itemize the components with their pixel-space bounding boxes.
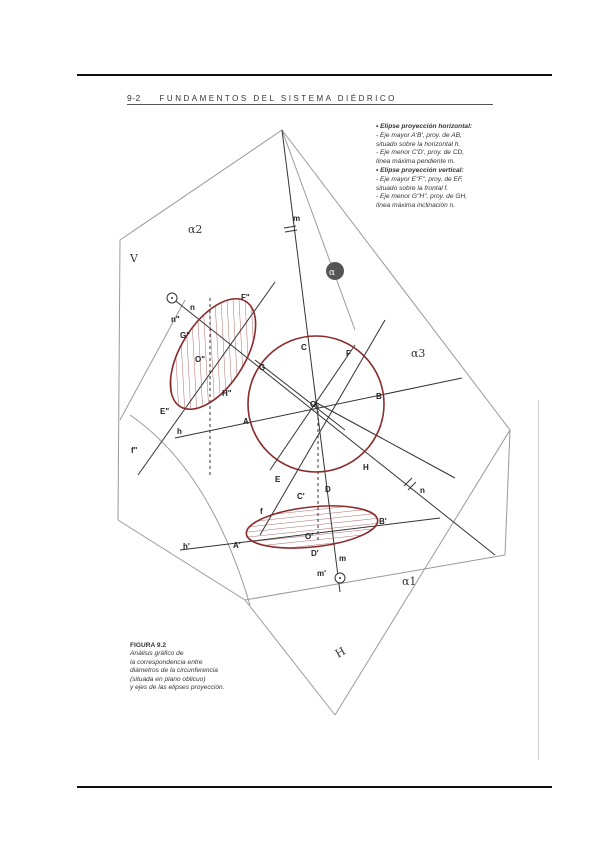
bottom-rule bbox=[77, 786, 552, 788]
label-h: h bbox=[177, 427, 182, 436]
tick-marks bbox=[284, 226, 416, 490]
caption-line: y ejes de las elipses proyección. bbox=[130, 684, 225, 692]
label-F: F bbox=[346, 349, 351, 358]
label-D: D bbox=[325, 485, 331, 494]
label-H2: H" bbox=[222, 389, 232, 398]
marker-dot bbox=[339, 577, 341, 579]
label-alpha3: α3 bbox=[411, 347, 426, 360]
ellipse-vertical-projection bbox=[153, 284, 273, 423]
label-n2: n" bbox=[171, 315, 180, 324]
diameter-gh bbox=[255, 360, 345, 430]
label-n-top: n bbox=[190, 303, 195, 312]
caption-line: Análisis gráfico de bbox=[130, 650, 184, 658]
figure-caption bbox=[130, 642, 280, 692]
label-h1: h' bbox=[183, 542, 190, 551]
note-line: • Elipse proyección horizontal: bbox=[376, 123, 473, 130]
page-number: 9-2 bbox=[127, 93, 141, 103]
marker-dot bbox=[171, 297, 173, 299]
label-C1: C' bbox=[297, 492, 305, 501]
caption-title: FIGURA 9.2 bbox=[130, 642, 167, 649]
note-line: - Eje menor G"H", proy. de GH, bbox=[376, 193, 468, 201]
line-to-n bbox=[315, 402, 455, 478]
label-H-plane: H bbox=[333, 644, 348, 661]
plane-left-edge bbox=[118, 240, 120, 520]
caption-line: (situada en plano oblicuo) bbox=[130, 675, 206, 683]
label-D1: D' bbox=[311, 549, 319, 558]
label-n-right: n bbox=[420, 486, 425, 495]
label-O2: O" bbox=[195, 355, 206, 364]
label-E: E bbox=[275, 475, 281, 484]
note-line: - Eje menor C'D', proy. de CD, bbox=[376, 149, 465, 157]
label-alpha2: α2 bbox=[188, 223, 203, 236]
label-H-point: H bbox=[363, 463, 369, 472]
note-line: situado sobre la frontal f. bbox=[376, 184, 449, 192]
label-E2: E" bbox=[160, 407, 170, 416]
note-line: situado sobre la horizontal h. bbox=[376, 140, 461, 148]
alpha-badge-label: α bbox=[329, 268, 336, 278]
plane-curve-left bbox=[130, 415, 250, 605]
tick-mark bbox=[404, 478, 412, 486]
label-B1: B' bbox=[379, 517, 387, 526]
note-line: línea máxima inclinación n. bbox=[376, 202, 456, 210]
note-line: • Elipse proyección vertical: bbox=[376, 166, 464, 174]
caption-line: la correspondencia entre bbox=[130, 658, 203, 666]
label-A: A bbox=[243, 417, 249, 426]
note-line: - Eje mayor A'B', proy. de AB, bbox=[376, 131, 462, 139]
plane-right-edge bbox=[282, 130, 510, 555]
caption-line: diámetros de la circunferencia bbox=[130, 667, 218, 675]
label-m-bottom: m bbox=[339, 554, 347, 563]
label-m1: m' bbox=[317, 569, 327, 578]
ellipse-horizontal-projection bbox=[244, 500, 379, 554]
label-C: C bbox=[301, 343, 307, 352]
label-G: G bbox=[259, 363, 266, 372]
label-F2: F" bbox=[241, 293, 250, 302]
label-G2: G" bbox=[180, 331, 191, 340]
label-V: V bbox=[130, 252, 138, 265]
margin-bar bbox=[538, 400, 539, 760]
label-f: f bbox=[260, 507, 263, 516]
label-A1: A' bbox=[233, 541, 241, 550]
projection-planes bbox=[118, 130, 510, 715]
note-line: - Eje mayor E"F", proy. de EF, bbox=[376, 175, 463, 183]
chapter-title: FUNDAMENTOS DEL SISTEMA DIÉDRICO bbox=[159, 94, 397, 103]
note-line: línea máxima pendiente m. bbox=[376, 158, 456, 166]
label-alpha1: α1 bbox=[402, 575, 417, 588]
label-B: B bbox=[376, 392, 382, 401]
plane-lower-right bbox=[335, 430, 510, 715]
label-f2: f" bbox=[131, 446, 138, 455]
label-m-top: m bbox=[293, 214, 301, 223]
label-O1: O' bbox=[305, 532, 314, 541]
line-f bbox=[260, 320, 385, 535]
label-O: O bbox=[310, 400, 317, 409]
